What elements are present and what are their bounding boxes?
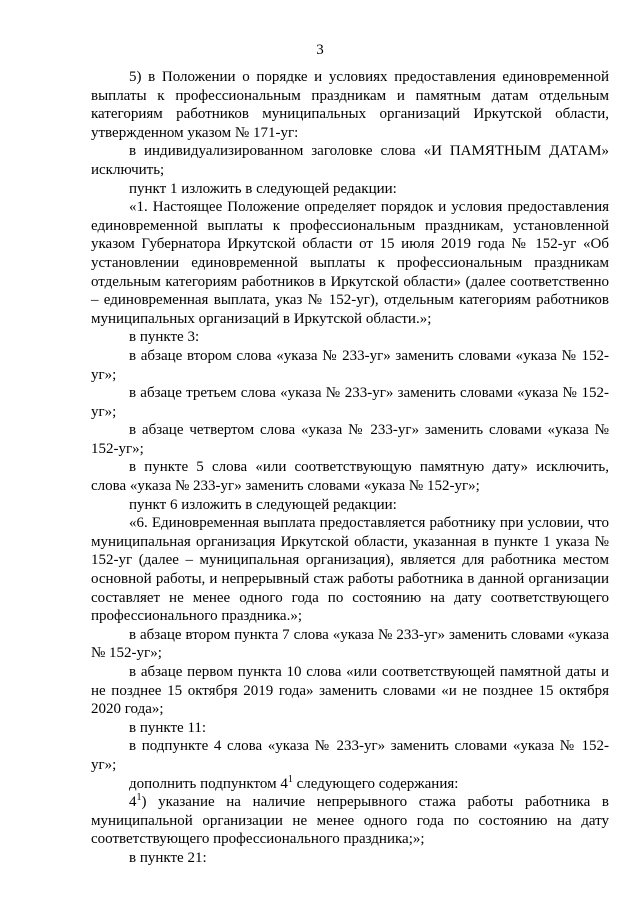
paragraph: в подпункте 4 слова «указа № 233-уг» заменить словами «указа № 152-уг»;	[91, 738, 609, 773]
paragraph: в абзаце втором слова «указа № 233-уг» заменить словами «указа № 152-уг»;	[91, 347, 609, 383]
paragraph: 5) в Положении о порядке и условиях предоставления единовременной выплаты к профессиональным праздникам и памятным датам отдельным категориям работников муниципальных организаций Иркутской области, утвержденном указом № 171-уг:	[91, 69, 609, 141]
supplement-text-before: дополнить подпунктом 4	[129, 775, 288, 792]
paragraph: в пункте 21:	[129, 849, 207, 866]
clause-number: 4	[129, 794, 137, 811]
paragraph: пункт 1 изложить в следующей редакции:	[129, 180, 397, 197]
superscript: 1	[287, 773, 293, 785]
paragraph: в абзаце втором пункта 7 слова «указа № 233-уг» заменить словами «указа № 152-уг»;	[91, 626, 609, 662]
paragraph: в абзаце первом пункта 10 слова «или соответствующей памятной даты и не позднее 15 октября 2019 года» заменить словами «и не позднее 15 октября 2020 года»;	[91, 664, 609, 718]
paragraph: в пункте 3:	[129, 329, 200, 346]
clause-text: ) указание на наличие непрерывного стажа работы работника в муниципальной организации не менее одного года по состоянию на дату соответствующего профессионального праздника;»;	[91, 794, 609, 848]
supplement-text-after: следующего содержания:	[292, 775, 459, 792]
paragraph: в пункте 11:	[129, 719, 207, 736]
paragraph: в пункте 5 слова «или соответствующую памятную дату» исключить, слова «указа № 233-уг» заменить словами «указа № 152-уг»;	[91, 459, 609, 495]
paragraph: в абзаце четвертом слова «указа № 233-уг» заменить словами «указа № 152-уг»;	[91, 422, 609, 457]
paragraph: в индивидуализированном заголовке слова «И ПАМЯТНЫМ ДАТАМ» исключить;	[91, 143, 609, 178]
clause-4-1-paragraph	[91, 793, 609, 849]
paragraph: «6. Единовременная выплата предоставляется работнику при условии, что муниципальная организация Иркутской области, указанная в пункте 1 указа № 152-уг (далее – муниципальная организация), является для работника местом основной работы, и непрерывный стаж работы работника в данной организации составляет не менее одного года по состоянию на дату соответствующего профессионального праздника.»;	[91, 515, 609, 625]
paragraph: пункт 6 изложить в следующей редакции:	[129, 496, 397, 513]
document-body	[91, 68, 609, 868]
supplement-paragraph	[91, 775, 609, 794]
paragraph: «1. Настоящее Положение определяет порядок и условия предоставления единовременной выплаты к профессиональным праздникам, установленной указом Губернатора Иркутской области от 15 июля 2019 года № 152-уг «Об установлении единовременной выплаты к профессиональным праздникам отдельным категориям работников в Иркутской области» (далее соответственно – единовременная выплата, указ № 152-уг), отдельным категориям работников муниципальных организаций в Иркутской области.»;	[91, 199, 609, 327]
page-number: 3	[316, 42, 324, 58]
superscript: 1	[136, 792, 142, 804]
paragraph: в абзаце третьем слова «указа № 233-уг» заменить словами «указа № 152-уг»;	[91, 385, 609, 420]
